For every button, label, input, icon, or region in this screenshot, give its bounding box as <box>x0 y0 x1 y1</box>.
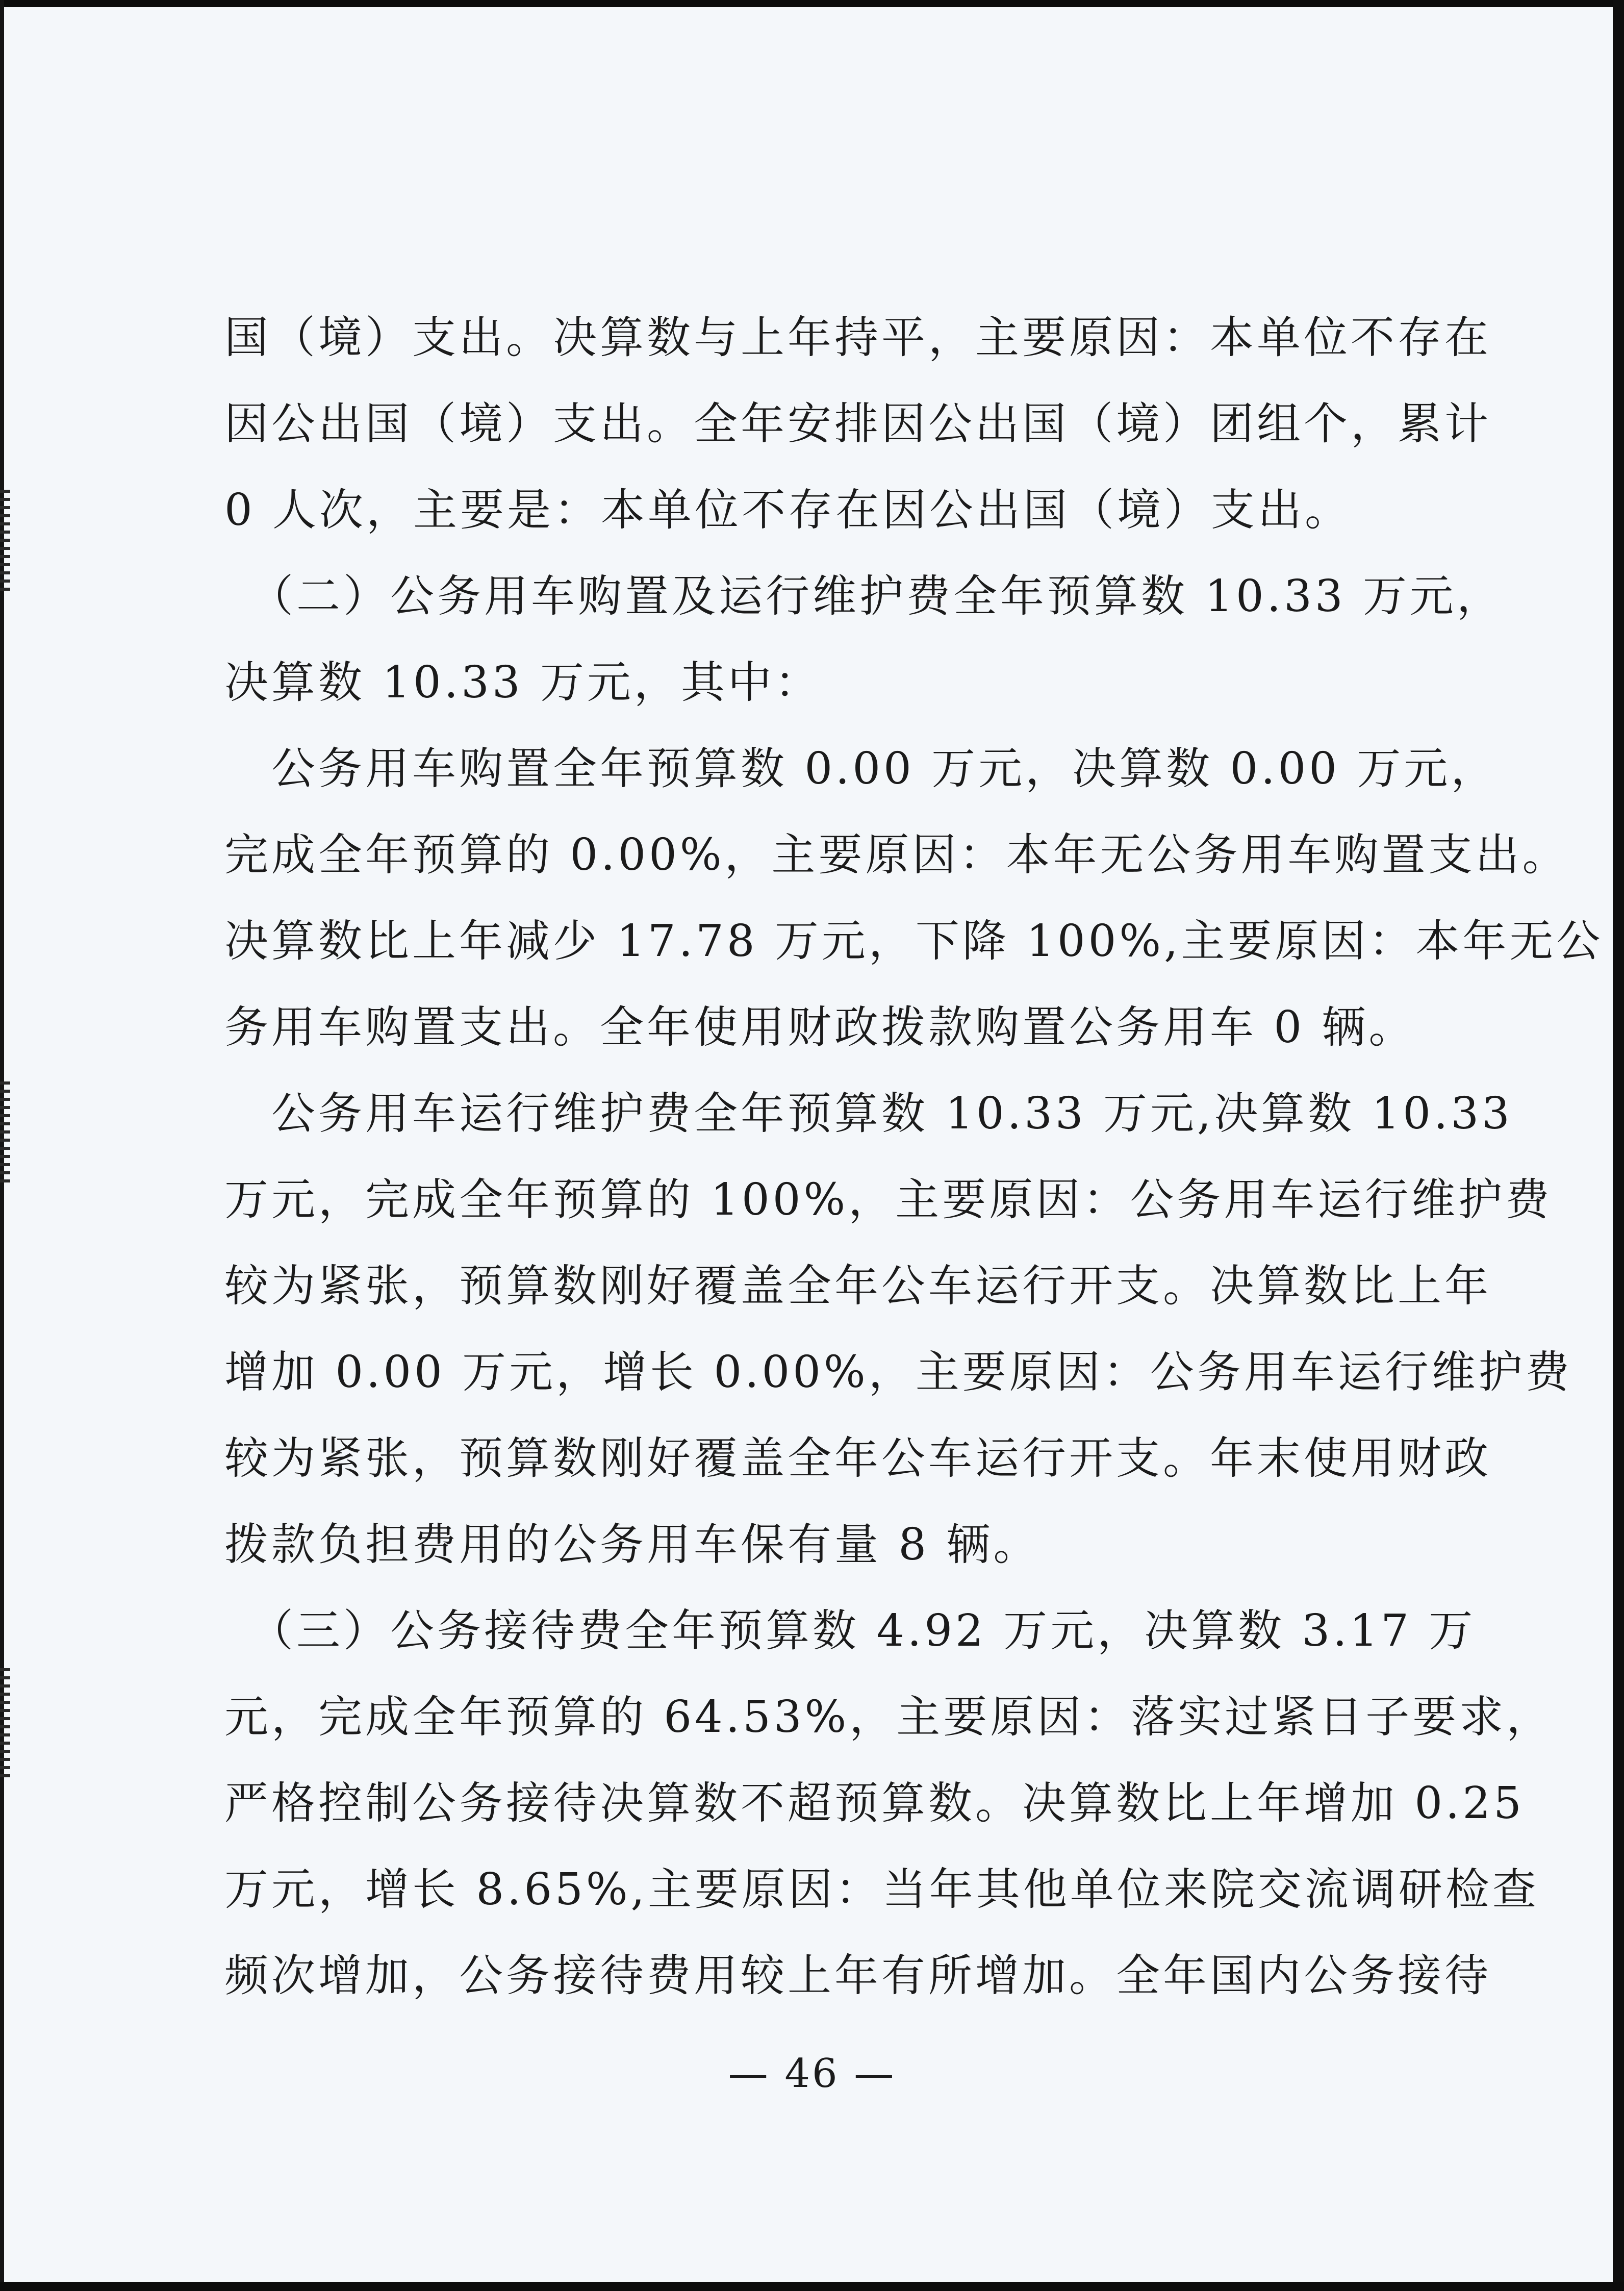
text-line: 万元，完成全年预算的 100%，主要原因：公务用车运行维护费 <box>224 1174 1553 1225</box>
text-line: 务用车购置支出。全年使用财政拨款购置公务用车 0 辆。 <box>224 1002 1416 1053</box>
binding-marks <box>0 1081 10 1184</box>
binding-marks <box>0 1668 10 1780</box>
body-text <box>224 312 1604 2036</box>
scan-border-top <box>0 0 1624 7</box>
text-line: 拨款负担费用的公务用车保有量 8 辆。 <box>224 1519 1041 1570</box>
page-number: — 46 — <box>728 2051 896 2097</box>
text-line: （二）公务用车购置及运行维护费全年预算数 10.33 万元， <box>224 571 1504 622</box>
text-line: 决算数 10.33 万元，其中： <box>224 657 822 708</box>
text-line: （三）公务接待费全年预算数 4.92 万元，决算数 3.17 万 <box>224 1605 1476 1656</box>
text-line: 完成全年预算的 0.00%，主要原因：本年无公务用车购置支出。 <box>224 829 1569 880</box>
text-line: 公务用车购置全年预算数 0.00 万元，决算数 0.00 万元， <box>224 743 1498 794</box>
text-line: 万元，增长 8.65%,主要原因：当年其他单位来院交流调研检查 <box>224 1864 1539 1915</box>
text-line: 增加 0.00 万元，增长 0.00%，主要原因：公务用车运行维护费 <box>224 1347 1572 1398</box>
binding-marks <box>0 490 10 592</box>
text-line: 元，完成全年预算的 64.53%，主要原因：落实过紧日子要求， <box>224 1692 1554 1743</box>
text-line: 较为紧张，预算数刚好覆盖全年公车运行开支。年末使用财政 <box>224 1433 1491 1484</box>
scan-border-right <box>1613 0 1624 2291</box>
text-line: 较为紧张，预算数刚好覆盖全年公车运行开支。决算数比上年 <box>224 1261 1491 1312</box>
text-line: 0 人次，主要是：本单位不存在因公出国（境）支出。 <box>224 485 1352 536</box>
text-line: 公务用车运行维护费全年预算数 10.33 万元,决算数 10.33 <box>224 1088 1513 1139</box>
text-line: 国（境）支出。决算数与上年持平，主要原因：本单位不存在 <box>224 312 1491 363</box>
text-line: 频次增加，公务接待费用较上年有所增加。全年国内公务接待 <box>224 1950 1491 2001</box>
text-line: 严格控制公务接待决算数不超预算数。决算数比上年增加 0.25 <box>224 1778 1525 1829</box>
text-line: 因公出国（境）支出。全年安排因公出国（境）团组个，累计 <box>224 398 1491 449</box>
scan-border-bottom <box>0 2282 1624 2291</box>
text-line: 决算数比上年减少 17.78 万元，下降 100%,主要原因：本年无公 <box>224 916 1604 967</box>
